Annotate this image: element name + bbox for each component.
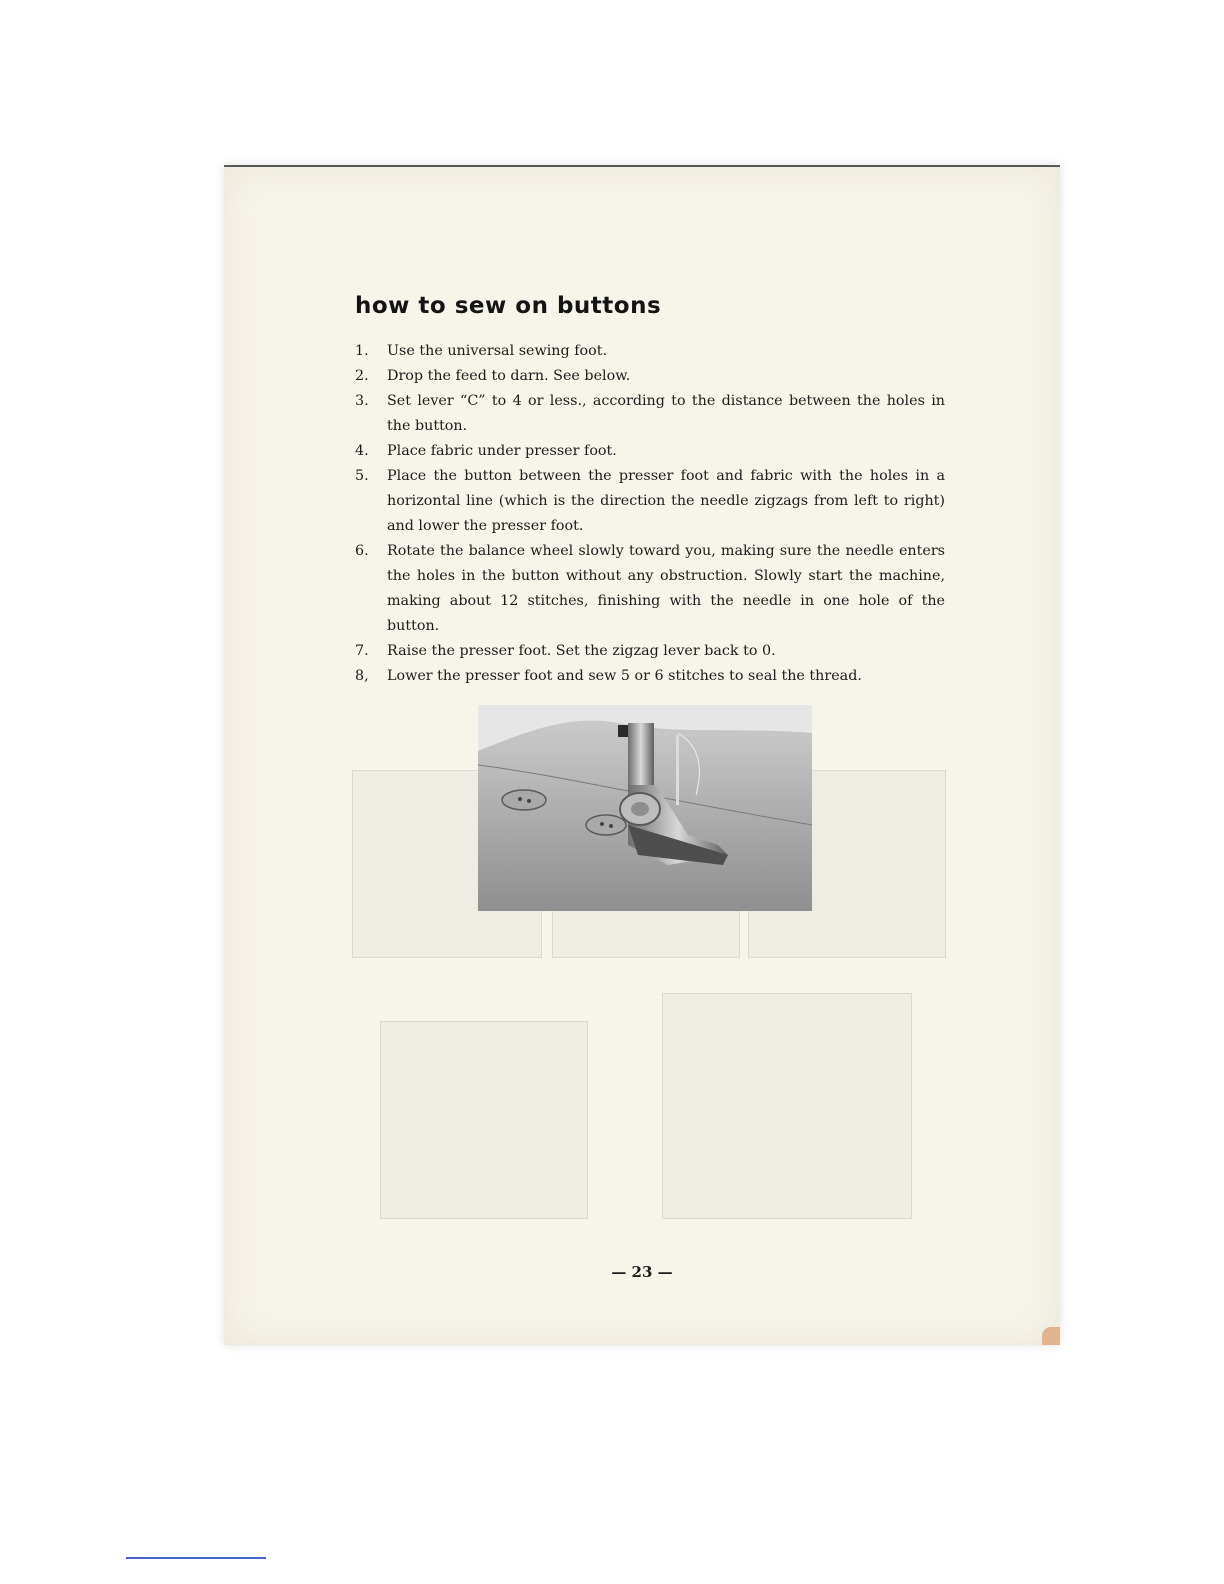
list-item	[355, 639, 945, 664]
step-text: Use the universal sewing foot.	[387, 343, 607, 359]
step-number: 2.	[355, 368, 369, 384]
step-number: 4.	[355, 443, 369, 459]
list-item	[355, 664, 945, 689]
step-text: Raise the presser foot. Set the zigzag lever back to 0.	[387, 643, 776, 659]
step-text: Place fabric under presser foot.	[387, 443, 617, 459]
list-item	[355, 464, 945, 539]
list-item	[355, 389, 945, 439]
step-text: Set lever “C” to 4 or less., according to the distance between the holes in the button.	[387, 393, 945, 434]
step-number: 3.	[355, 393, 369, 409]
step-number: 6.	[355, 543, 369, 559]
instruction-list	[355, 339, 945, 689]
presser-foot-photo	[478, 705, 812, 911]
step-number: 8,	[355, 668, 369, 684]
list-item	[355, 539, 945, 639]
step-number: 7.	[355, 643, 369, 659]
step-text: Lower the presser foot and sew 5 or 6 stitches to seal the thread.	[387, 668, 862, 684]
sewing-machine-photo-illustration	[478, 705, 812, 911]
manual-page	[224, 165, 1060, 1345]
step-number: 5.	[355, 468, 369, 484]
step-text: Drop the feed to darn. See below.	[387, 368, 631, 384]
scan-edge-line	[126, 1557, 266, 1559]
show-through-fig-left	[380, 1021, 588, 1219]
worn-corner	[1042, 1327, 1060, 1345]
page-title: how to sew on buttons	[355, 293, 662, 319]
page-number: — 23 —	[611, 1263, 673, 1281]
step-number: 1.	[355, 343, 369, 359]
list-item	[355, 364, 945, 389]
list-item	[355, 339, 945, 364]
show-through-fig-right	[662, 993, 912, 1219]
step-text: Rotate the balance wheel slowly toward you, making sure the needle enters the holes in the button without any obstruction. Slowly start the machine, making about 12 stitches, finishing with the needle in one hole of the button.	[387, 543, 945, 634]
list-item	[355, 439, 945, 464]
step-text: Place the button between the presser foot and fabric with the holes in a horizontal line (which is the direction the needle zigzags from left to right) and lower the presser foot.	[387, 468, 945, 534]
